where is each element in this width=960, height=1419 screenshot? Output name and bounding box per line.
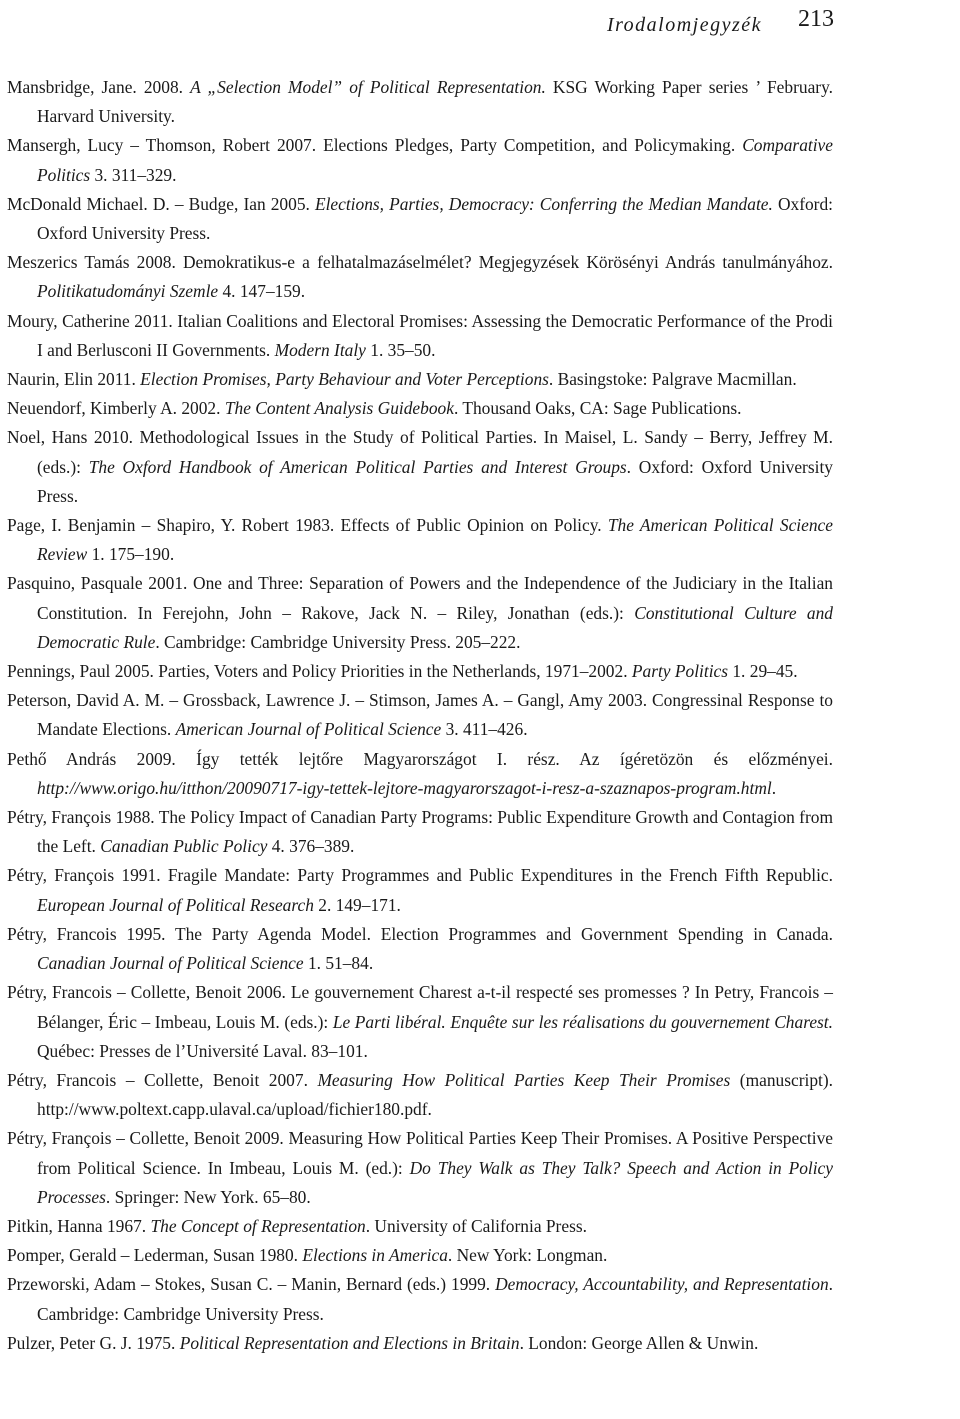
entry-text: . Cambridge: Cambridge University Press. 205–222.: [155, 631, 521, 652]
entry-text: 1. 175–190.: [87, 544, 175, 565]
running-title: Irodalomjegyzék: [606, 14, 762, 36]
entry-italic-title: The American Political Science Review: [37, 515, 833, 565]
entry-text: Noel, Hans 2010. Methodological Issues in the Study of Political Parties. In Maisel, L. Sandy – Berry, Jeffrey M. (eds.):: [7, 427, 833, 477]
page-header: [0, 0, 960, 50]
bibliography-entry: [7, 248, 833, 306]
entry-italic-title: Canadian Journal of Political Science: [37, 953, 304, 974]
entry-text: Naurin, Elin 2011.: [7, 369, 141, 390]
entry-italic-title: Politikatudományi Szemle: [37, 281, 219, 302]
entry-italic-title: Modern Italy: [274, 339, 366, 360]
entry-text: Pétry, Francois – Collette, Benoit 2007.: [7, 1069, 318, 1090]
entry-text: Przeworski, Adam – Stokes, Susan C. – Manin, Bernard (eds.) 1999.: [7, 1274, 496, 1295]
entry-italic-title: The Content Analysis Guidebook: [224, 398, 454, 419]
entry-italic-title: Party Politics: [631, 661, 729, 682]
entry-text: Mansbridge, Jane. 2008.: [7, 77, 191, 97]
entry-text: Pétry, François – Collette, Benoit 2009. Measuring How Political Parties Keep Their Promises. A Positive Perspective from Political Science. In Imbeau, Louis M. (ed.):: [7, 1128, 833, 1178]
bibliography-entry: [7, 861, 833, 919]
entry-text: Pétry, François 1988. The Policy Impact of Canadian Party Programs: Public Expenditure Growth and Contagion from the Left.: [7, 807, 833, 857]
entry-text: Oxford: Oxford University Press.: [37, 193, 833, 244]
entry-text: 4. 147–159.: [218, 281, 306, 302]
entry-italic-title: Do They Walk as They Talk? Speech and Action in Policy Processes: [37, 1157, 833, 1207]
entry-text: Neuendorf, Kimberly A. 2002.: [7, 398, 225, 419]
entry-text: 4. 376–389.: [267, 836, 355, 857]
entry-text: Pétry, Francois 1995. The Party Agenda Model. Election Programmes and Government Spending in Canada.: [7, 923, 833, 944]
entry-text: 3. 411–426.: [441, 719, 528, 740]
bibliography-entry: [7, 1066, 833, 1124]
bibliography-list: [7, 73, 833, 1358]
bibliography-entry: [7, 1124, 833, 1212]
bibliography-entry: [7, 1270, 833, 1328]
entry-text: Meszerics Tamás 2008. Demokratikus-e a felhatalmazáselmélet? Megjegyzések Körösényi András tanulmányához.: [7, 252, 833, 273]
entry-italic-title: Democracy, Accountability, and Representation: [495, 1274, 829, 1295]
entry-italic-title: Le Parti libéral. Enquête sur les réalisations du gouvernement Charest.: [332, 1011, 833, 1032]
bibliography-entry: [7, 1241, 833, 1270]
bibliography-entry: [7, 394, 833, 423]
entry-text: .: [771, 777, 777, 798]
bibliography-entry: [7, 1212, 833, 1241]
entry-text: KSG Working Paper series ’ February. Harvard University.: [37, 77, 833, 127]
entry-italic-title: Political Representation and Elections in Britain: [179, 1332, 520, 1353]
entry-text: 1. 29–45.: [728, 661, 798, 682]
entry-text: Page, I. Benjamin – Shapiro, Y. Robert 1983. Effects of Public Opinion on Policy.: [7, 515, 608, 536]
entry-text: . Basingstoke: Palgrave Macmillan.: [548, 369, 797, 390]
bibliography-entry: [7, 657, 833, 686]
entry-text: . Springer: New York. 65–80.: [105, 1186, 311, 1207]
entry-italic-title: European Journal of Political Research: [37, 894, 314, 915]
bibliography-entry: [7, 1329, 833, 1358]
entry-text: . Cambridge: Cambridge University Press.: [37, 1274, 834, 1324]
entry-text: Peterson, David A. M. – Grossback, Lawrence J. – Stimson, James A. – Gangl, Amy 2003. Congressinal Response to Mandate Elections.: [7, 690, 833, 740]
entry-text: . London: George Allen & Unwin.: [519, 1332, 759, 1353]
bibliography-entry: [7, 511, 833, 569]
entry-text: Mansergh, Lucy – Thomson, Robert 2007. Elections Pledges, Party Competition, and Policymaking.: [7, 135, 743, 156]
bibliography-entry: [7, 686, 833, 744]
bibliography-entry: [7, 920, 833, 978]
entry-text: Pethő András 2009. Így tették lejtőre Magyarországot I. rész. Az ígéretözön és előzményei.: [7, 748, 833, 769]
entry-text: (manuscript). http://www.poltext.capp.ulaval.ca/upload/fichier180.pdf.: [37, 1069, 833, 1120]
bibliography-entry: [7, 131, 833, 189]
bibliography-entry: [7, 978, 833, 1066]
bibliography-entry: [7, 745, 833, 803]
entry-text: Pennings, Paul 2005. Parties, Voters and Policy Priorities in the Netherlands, 1971–2002.: [7, 661, 632, 682]
entry-text: Moury, Catherine 2011. Italian Coalitions and Electoral Promises: Assessing the Democratic Performance of the Prodi I and Berlusconi II Governments.: [7, 310, 833, 360]
entry-text: Pomper, Gerald – Lederman, Susan 1980.: [7, 1245, 303, 1266]
entry-italic-title: Comparative Politics: [37, 135, 833, 185]
bibliography-entry: [7, 803, 833, 861]
entry-italic-title: The Oxford Handbook of American Political Parties and Interest Groups: [88, 456, 627, 477]
entry-text: McDonald Michael. D. – Budge, Ian 2005.: [7, 193, 315, 214]
entry-text: Pétry, François 1991. Fragile Mandate: Party Programmes and Public Expenditures in the French Fifth Republic.: [7, 865, 833, 886]
bibliography-entry: [7, 307, 833, 365]
entry-italic-title: The Concept of Representation: [150, 1215, 366, 1236]
entry-text: 1. 35–50.: [365, 339, 436, 360]
entry-text: 3. 311–329.: [90, 164, 177, 185]
entry-text: Québec: Presses de l’Université Laval. 83–101.: [37, 1040, 368, 1061]
entry-italic-title: http://www.origo.hu/itthon/20090717-igy-tettek-lejtore-magyarorszagot-i-resz-a-szaznapos-program.html: [37, 777, 772, 798]
entry-italic-title: Elections, Parties, Democracy: Conferring the Median Mandate.: [314, 193, 773, 214]
entry-italic-title: Election Promises, Party Behaviour and Voter Perceptions: [140, 369, 549, 390]
entry-italic-title: A „Selection Model” of Political Representation.: [190, 77, 546, 97]
entry-text: . New York: Longman.: [447, 1245, 608, 1266]
entry-text: . Thousand Oaks, CA: Sage Publications.: [453, 398, 742, 419]
entry-italic-title: Elections in America: [302, 1245, 448, 1266]
entry-text: 1. 51–84.: [303, 953, 374, 974]
bibliography-entry: [7, 423, 833, 511]
entry-italic-title: Canadian Public Policy: [100, 836, 268, 857]
entry-text: Pulzer, Peter G. J. 1975.: [7, 1332, 180, 1353]
bibliography-entry: [7, 365, 833, 394]
entry-text: 2. 149–171.: [313, 894, 401, 915]
entry-text: Pétry, Francois – Collette, Benoit 2006. Le gouvernement Charest a-t-il respecté ses promesses ? In Petry, Francois – Bélanger, Éric – Imbeau, Louis M. (eds.):: [7, 982, 833, 1032]
entry-italic-title: Constitutional Culture and Democratic Rule: [37, 602, 833, 652]
entry-text: Pitkin, Hanna 1967.: [7, 1215, 151, 1236]
bibliography-entry: [7, 569, 833, 657]
entry-italic-title: American Journal of Political Science: [175, 719, 442, 740]
page-number: 213: [798, 6, 834, 32]
bibliography-entry: [7, 190, 833, 248]
entry-italic-title: Measuring How Political Parties Keep Their Promises: [317, 1069, 731, 1090]
entry-text: . University of California Press.: [365, 1215, 587, 1236]
bibliography-entry: [7, 73, 833, 131]
entry-text: Pasquino, Pasquale 2001. One and Three: Separation of Powers and the Independence of the Judiciary in the Italian Constitution. In Ferejohn, John – Rakove, Jack N. – Riley, Jonathan (eds.):: [7, 573, 833, 623]
entry-text: . Oxford: Oxford University Press.: [37, 456, 833, 506]
